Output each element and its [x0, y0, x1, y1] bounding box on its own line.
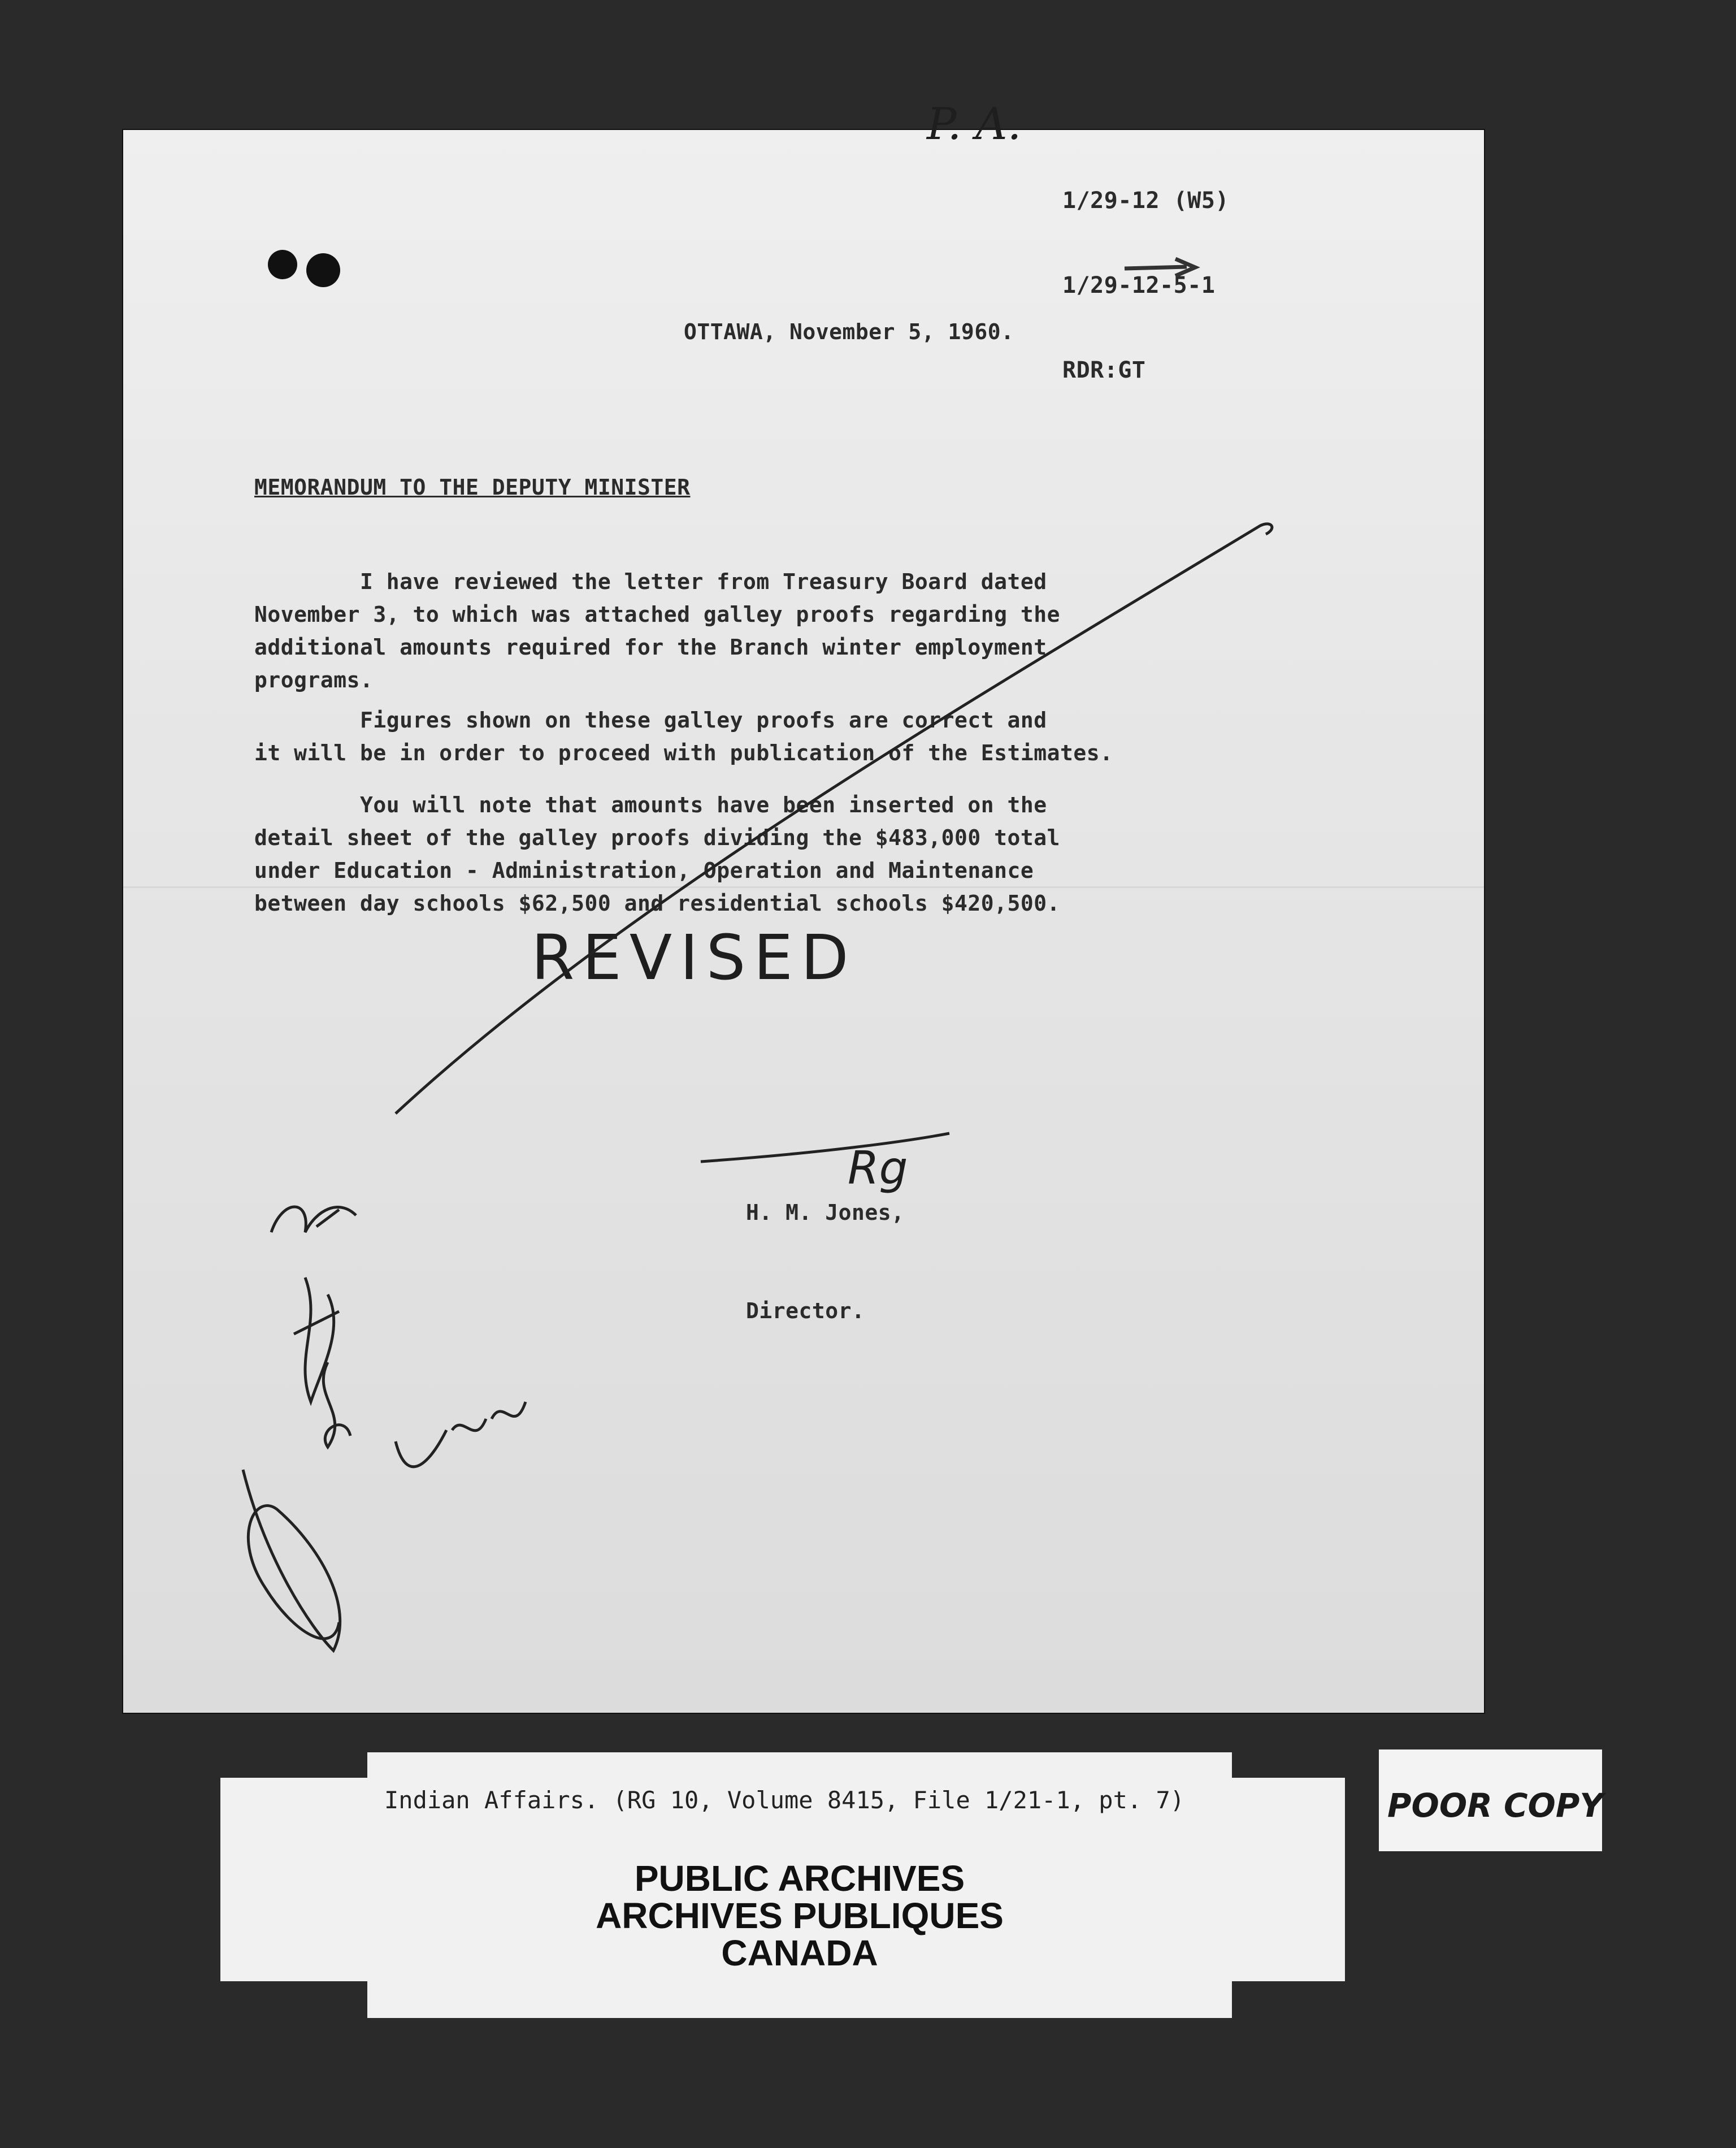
body-paragraph-1: I have reviewed the letter from Treasury Board dated November 3, to which was attached galley proofs regarding the additional amounts required for the Branch winter employment programs. — [254, 569, 1061, 692]
signature-block — [746, 1131, 905, 1360]
poor-copy-note: POOR COPY — [1387, 1786, 1604, 1825]
body-paragraph-3: You will note that amounts have been inserted on the detail sheet of the galley proofs dividing the $483,000 total under Education - Administration, Operation and Maintenance between day schools $62,500 and residential schools $420,500. — [254, 792, 1061, 916]
file-ref-3: RDR:GT — [1062, 357, 1146, 383]
body-paragraph-2: Figures shown on these galley proofs are correct and it will be in order to proceed with publication of the Estimates. — [254, 708, 1113, 765]
file-references — [1062, 130, 1229, 413]
file-ref-2: 1/29-12-5-1 — [1062, 272, 1216, 298]
memo-heading: MEMORANDUM TO THE DEPUTY MINISTER — [254, 475, 691, 500]
archive-name-fr: ARCHIVES PUBLIQUES — [596, 1895, 1004, 1936]
revised-handwritten-note: REVISED — [531, 921, 857, 994]
archive-name-en: PUBLIC ARCHIVES — [634, 1858, 965, 1899]
revised-initials: Rg — [848, 1142, 908, 1194]
archive-reference: Indian Affairs. (RG 10, Volume 8415, File 1/21-1, pt. 7) — [384, 1786, 1185, 1814]
signature-title: Director. — [746, 1298, 865, 1323]
archive-country: CANADA — [721, 1933, 878, 1973]
pa-stamp: P. A. — [927, 99, 1022, 150]
letter-date: OTTAWA, November 5, 1960. — [684, 319, 1014, 344]
file-ref-1: 1/29-12 (W5) — [1062, 188, 1229, 214]
signature-name: H. M. Jones, — [746, 1200, 905, 1225]
